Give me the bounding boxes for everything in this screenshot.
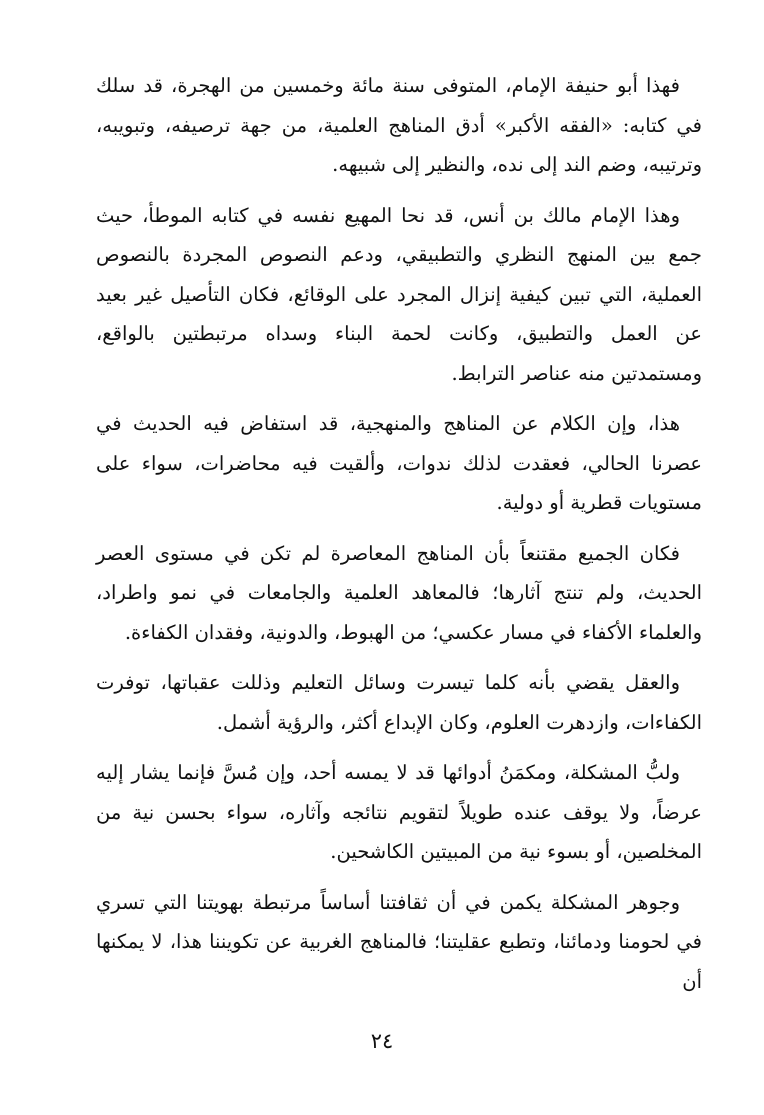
page-number: ٢٤ [370, 1029, 394, 1053]
body-text [96, 66, 702, 1012]
paragraph-reason: والعقل يقضي بأنه كلما تيسرت وسائل التعليم وذللت عقباتها، توفرت الكفاءات، وازدهرت العلوم، وكان الإبداع أكثر، والرؤية أشمل. [96, 671, 702, 734]
paragraph-methodology-discussion: هذا، وإن الكلام عن المناهج والمنهجية، قد استفاض فيه الحديث في عصرنا الحالي، فعقدت لذلك ندوات، وألقيت فيه محاضرات، سواء على مستويات قطرية أو دولية. [96, 412, 702, 514]
paragraph-abu-hanifa: فهذا أبو حنيفة الإمام، المتوفى سنة مائة وخمسين من الهجرة، قد سلك في كتابه: «الفقه الأكبر» أدق المناهج العلمية، من جهة ترصيفه، وتبويبه، وترتيبه، وضم الند إلى نده، والنظير إلى شبيهه. [96, 74, 702, 176]
paragraph-modern-curricula: فكان الجميع مقتنعاً بأن المناهج المعاصرة لم تكن في مستوى العصر الحديث، ولم تنتج آثارها؛ فالمعاهد العلمية والجامعات في نمو واطراد، والعلماء الأكفاء في مسار عكسي؛ من الهبوط، والدونية، وفقدان الكفاءة. [96, 541, 702, 644]
paragraph-malik: وهذا الإمام مالك بن أنس، قد نحا المهيع نفسه في كتابه الموطأ، حيث جمع بين المنهج النظري والتطبيقي، ودعم النصوص المجردة بالنصوص العملية، التي تبين كيفية إنزال المجرد على الوقائع، فكان التأصيل غير بعيد عن العمل والتطبيق، وكانت لحمة البناء وسداه مرتبطتين بالواقع، ومستمدتين منه عناصر الترابط. [96, 203, 702, 385]
paragraph-culture-identity: وجوهر المشكلة يكمن في أن ثقافتنا أساساً مرتبطة بهويتنا التي تسري في لحومنا ودمائنا، وتطبع عقليتنا؛ فالمناهج الغربية عن تكويننا هذا، لا يمكنها أن [96, 890, 702, 993]
paragraph-core-problem: ولبُّ المشكلة، ومكمَنُ أدوائها قد لا يمسه أحد، وإن مُسَّ فإنما يشار إليه عرضاً، ولا يوقف عنده طويلاً لتقويم نتائجه وآثاره، سواء بحسن نية من المخلصين، أو بسوء نية من المبيتين الكاشحين. [96, 761, 702, 863]
